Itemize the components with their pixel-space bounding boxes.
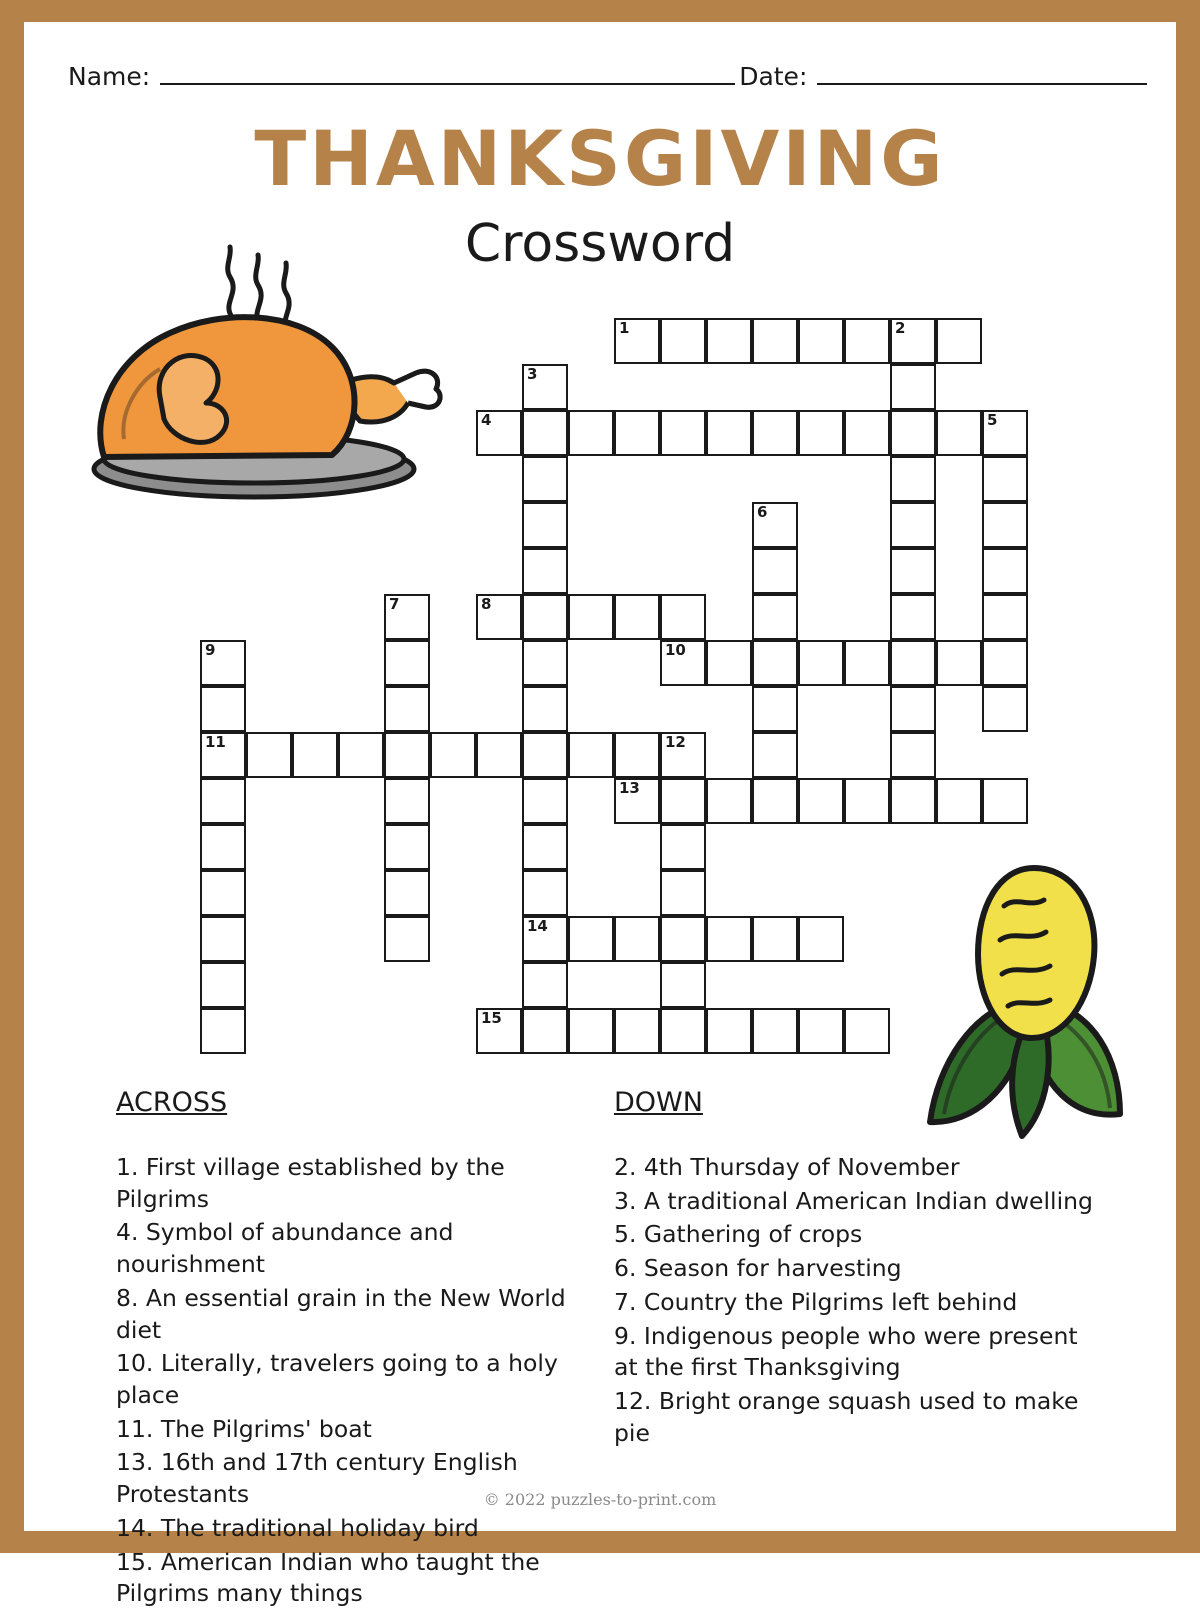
crossword-cell[interactable]	[890, 456, 936, 502]
crossword-cell[interactable]	[568, 594, 614, 640]
date-label: Date:	[739, 62, 808, 91]
crossword-cell[interactable]	[660, 318, 706, 364]
crossword-cell[interactable]	[798, 1008, 844, 1054]
crossword-cell[interactable]	[568, 1008, 614, 1054]
down-clue: 7. Country the Pilgrims left behind	[614, 1287, 1018, 1316]
crossword-cell[interactable]	[522, 548, 568, 594]
across-clue: 4. Symbol of abundance and nourishment	[116, 1218, 454, 1279]
crossword-cell[interactable]	[522, 456, 568, 502]
crossword-cell[interactable]	[384, 732, 430, 778]
down-heading: DOWN	[614, 1087, 703, 1118]
down-clue: 2. 4th Thursday of November	[614, 1153, 960, 1181]
crossword-cell[interactable]	[384, 870, 430, 916]
crossword-cell[interactable]	[752, 318, 798, 364]
down-clue-list	[604, 1152, 1104, 1449]
crossword-cell[interactable]	[476, 410, 522, 456]
date-write-line[interactable]	[817, 82, 1147, 85]
crossword-cell[interactable]	[476, 594, 522, 640]
crossword-cell[interactable]	[706, 410, 752, 456]
across-clue-list	[84, 1152, 594, 1610]
cell-number: 1	[619, 319, 630, 337]
worksheet-sheet	[24, 22, 1176, 1608]
crossword-cell[interactable]	[752, 686, 798, 732]
crossword-cell[interactable]	[614, 410, 660, 456]
crossword-cell[interactable]	[706, 1008, 752, 1054]
crossword-cell[interactable]	[982, 594, 1028, 640]
cell-number: 15	[481, 1009, 502, 1027]
crossword-cell[interactable]	[660, 410, 706, 456]
crossword-cell[interactable]	[798, 778, 844, 824]
crossword-cell[interactable]	[752, 548, 798, 594]
cell-number: 8	[481, 595, 492, 613]
crossword-cell[interactable]	[384, 640, 430, 686]
crossword-cell[interactable]	[522, 364, 568, 410]
crossword-cell[interactable]	[200, 640, 246, 686]
crossword-cell[interactable]	[936, 640, 982, 686]
crossword-cell[interactable]	[522, 962, 568, 1008]
crossword-cell[interactable]	[568, 916, 614, 962]
crossword-cell[interactable]	[798, 410, 844, 456]
name-date-row	[68, 62, 1108, 91]
crossword-cell[interactable]	[982, 686, 1028, 732]
crossword-cell[interactable]	[660, 640, 706, 686]
crossword-cell[interactable]	[200, 732, 246, 778]
crossword-cell[interactable]	[522, 824, 568, 870]
across-clue: 11. The Pilgrims' boat	[116, 1414, 372, 1443]
crossword-cell[interactable]	[660, 962, 706, 1008]
down-clue: 5. Gathering of crops	[614, 1220, 863, 1249]
across-heading: ACROSS	[116, 1087, 228, 1118]
across-clue: 8. An essential grain in the New World diet	[116, 1283, 566, 1344]
crossword-cell[interactable]	[890, 594, 936, 640]
down-clue: 12. Bright orange squash used to make pie	[614, 1387, 1079, 1447]
crossword-cell[interactable]	[476, 732, 522, 778]
crossword-cell[interactable]	[660, 824, 706, 870]
crossword-cell[interactable]	[384, 824, 430, 870]
crossword-cell[interactable]	[522, 686, 568, 732]
down-column	[594, 1087, 1104, 1612]
crossword-cell[interactable]	[522, 502, 568, 548]
crossword-cell[interactable]	[844, 1008, 890, 1054]
crossword-cell[interactable]	[706, 318, 752, 364]
crossword-cell[interactable]	[200, 916, 246, 962]
crossword-cell[interactable]	[614, 594, 660, 640]
across-clue: 10. Literally, travelers going to a holy place	[116, 1349, 558, 1410]
crossword-cell[interactable]	[614, 732, 660, 778]
crossword-cell[interactable]	[200, 1008, 246, 1054]
crossword-cell[interactable]	[752, 502, 798, 548]
crossword-cell[interactable]	[798, 916, 844, 962]
crossword-cell[interactable]	[384, 594, 430, 640]
crossword-cell[interactable]	[522, 870, 568, 916]
across-clue: 1. First village established by the Pilgrims	[116, 1153, 505, 1213]
crossword-cell[interactable]	[890, 686, 936, 732]
crossword-cell[interactable]	[338, 732, 384, 778]
down-clue: 9. Indigenous people who were present at the first Thanksgiving	[614, 1321, 1078, 1382]
crossword-cell[interactable]	[844, 640, 890, 686]
crossword-cell[interactable]	[890, 732, 936, 778]
crossword-cell[interactable]	[292, 732, 338, 778]
crossword-cell[interactable]	[844, 318, 890, 364]
crossword-cell[interactable]	[246, 732, 292, 778]
cell-number: 7	[389, 595, 400, 613]
copyright-footer: © 2022 puzzles-to-print.com	[483, 1490, 717, 1509]
crossword-cell[interactable]	[522, 640, 568, 686]
crossword-cell[interactable]	[936, 410, 982, 456]
crossword-cell[interactable]	[752, 410, 798, 456]
cell-number: 13	[619, 779, 640, 797]
crossword-cell[interactable]	[982, 502, 1028, 548]
crossword-cell[interactable]	[614, 778, 660, 824]
cell-number: 10	[665, 641, 686, 659]
crossword-cell[interactable]	[844, 778, 890, 824]
crossword-cell[interactable]	[614, 318, 660, 364]
crossword-cell[interactable]	[752, 732, 798, 778]
crossword-cell[interactable]	[890, 410, 936, 456]
crossword-cell[interactable]	[660, 778, 706, 824]
cell-number: 5	[987, 411, 998, 429]
crossword-cell[interactable]	[660, 916, 706, 962]
cell-number: 6	[757, 503, 768, 521]
crossword-cell[interactable]	[430, 732, 476, 778]
cell-number: 2	[895, 319, 906, 337]
down-clue: 3. A traditional American Indian dwelling	[614, 1186, 1093, 1215]
crossword-cell[interactable]	[200, 686, 246, 732]
crossword-cell[interactable]	[890, 318, 936, 364]
crossword-cell[interactable]	[384, 686, 430, 732]
crossword-cell[interactable]	[522, 778, 568, 824]
crossword-cell[interactable]	[752, 1008, 798, 1054]
cell-number: 11	[205, 733, 226, 751]
crossword-cell[interactable]	[752, 778, 798, 824]
crossword-cell[interactable]	[752, 916, 798, 962]
cell-number: 14	[527, 917, 548, 935]
name-label: Name:	[68, 62, 151, 91]
crossword-cell[interactable]	[660, 1008, 706, 1054]
crossword-cell[interactable]	[200, 962, 246, 1008]
crossword-cell[interactable]	[522, 1008, 568, 1054]
crossword-cell[interactable]	[982, 456, 1028, 502]
crossword-cell[interactable]	[890, 502, 936, 548]
page-subtitle: Crossword	[464, 214, 736, 274]
crossword-cell[interactable]	[660, 870, 706, 916]
crossword-cell[interactable]	[614, 1008, 660, 1054]
crossword-cell[interactable]	[890, 364, 936, 410]
crossword-cell[interactable]	[522, 410, 568, 456]
crossword-cell[interactable]	[522, 732, 568, 778]
crossword-cell[interactable]	[568, 732, 614, 778]
crossword-cell[interactable]	[200, 870, 246, 916]
crossword-cell[interactable]	[982, 778, 1028, 824]
crossword-cell[interactable]	[660, 594, 706, 640]
roast-turkey-illustration	[64, 207, 444, 511]
crossword-cell[interactable]	[890, 778, 936, 824]
down-clue: 6. Season for harvesting	[614, 1254, 902, 1283]
crossword-cell[interactable]	[706, 916, 752, 962]
crossword-cell[interactable]	[798, 640, 844, 686]
across-clue: 15. American Indian who taught the Pilgrims many things	[116, 1547, 540, 1608]
crossword-cell[interactable]	[522, 916, 568, 962]
crossword-cell[interactable]	[982, 548, 1028, 594]
crossword-cell[interactable]	[890, 640, 936, 686]
across-column	[84, 1087, 594, 1612]
cell-number: 3	[527, 365, 538, 383]
clues-section	[84, 1087, 1104, 1612]
across-clue: 14. The traditional holiday bird	[116, 1513, 479, 1542]
crossword-cell[interactable]	[706, 640, 752, 686]
crossword-cell[interactable]	[476, 1008, 522, 1054]
crossword-cell[interactable]	[660, 732, 706, 778]
cell-number: 4	[481, 411, 492, 429]
crossword-cell[interactable]	[844, 410, 890, 456]
crossword-cell[interactable]	[200, 778, 246, 824]
crossword-cell[interactable]	[522, 594, 568, 640]
crossword-cell[interactable]	[982, 640, 1028, 686]
crossword-cell[interactable]	[890, 548, 936, 594]
crossword-cell[interactable]	[706, 778, 752, 824]
cell-number: 9	[205, 641, 216, 659]
crossword-cell[interactable]	[936, 318, 982, 364]
cell-number: 12	[665, 733, 686, 751]
crossword-cell[interactable]	[384, 916, 430, 962]
page-title: THANKSGIVING	[254, 114, 946, 203]
crossword-cell[interactable]	[752, 640, 798, 686]
crossword-cell[interactable]	[798, 318, 844, 364]
name-write-line[interactable]	[160, 82, 735, 85]
crossword-cell[interactable]	[568, 410, 614, 456]
crossword-cell[interactable]	[982, 410, 1028, 456]
crossword-cell[interactable]	[936, 778, 982, 824]
crossword-cell[interactable]	[614, 916, 660, 962]
crossword-cell[interactable]	[200, 824, 246, 870]
crossword-cell[interactable]	[384, 778, 430, 824]
across-clue: 13. 16th and 17th century English Protestants	[116, 1448, 518, 1509]
crossword-cell[interactable]	[752, 594, 798, 640]
